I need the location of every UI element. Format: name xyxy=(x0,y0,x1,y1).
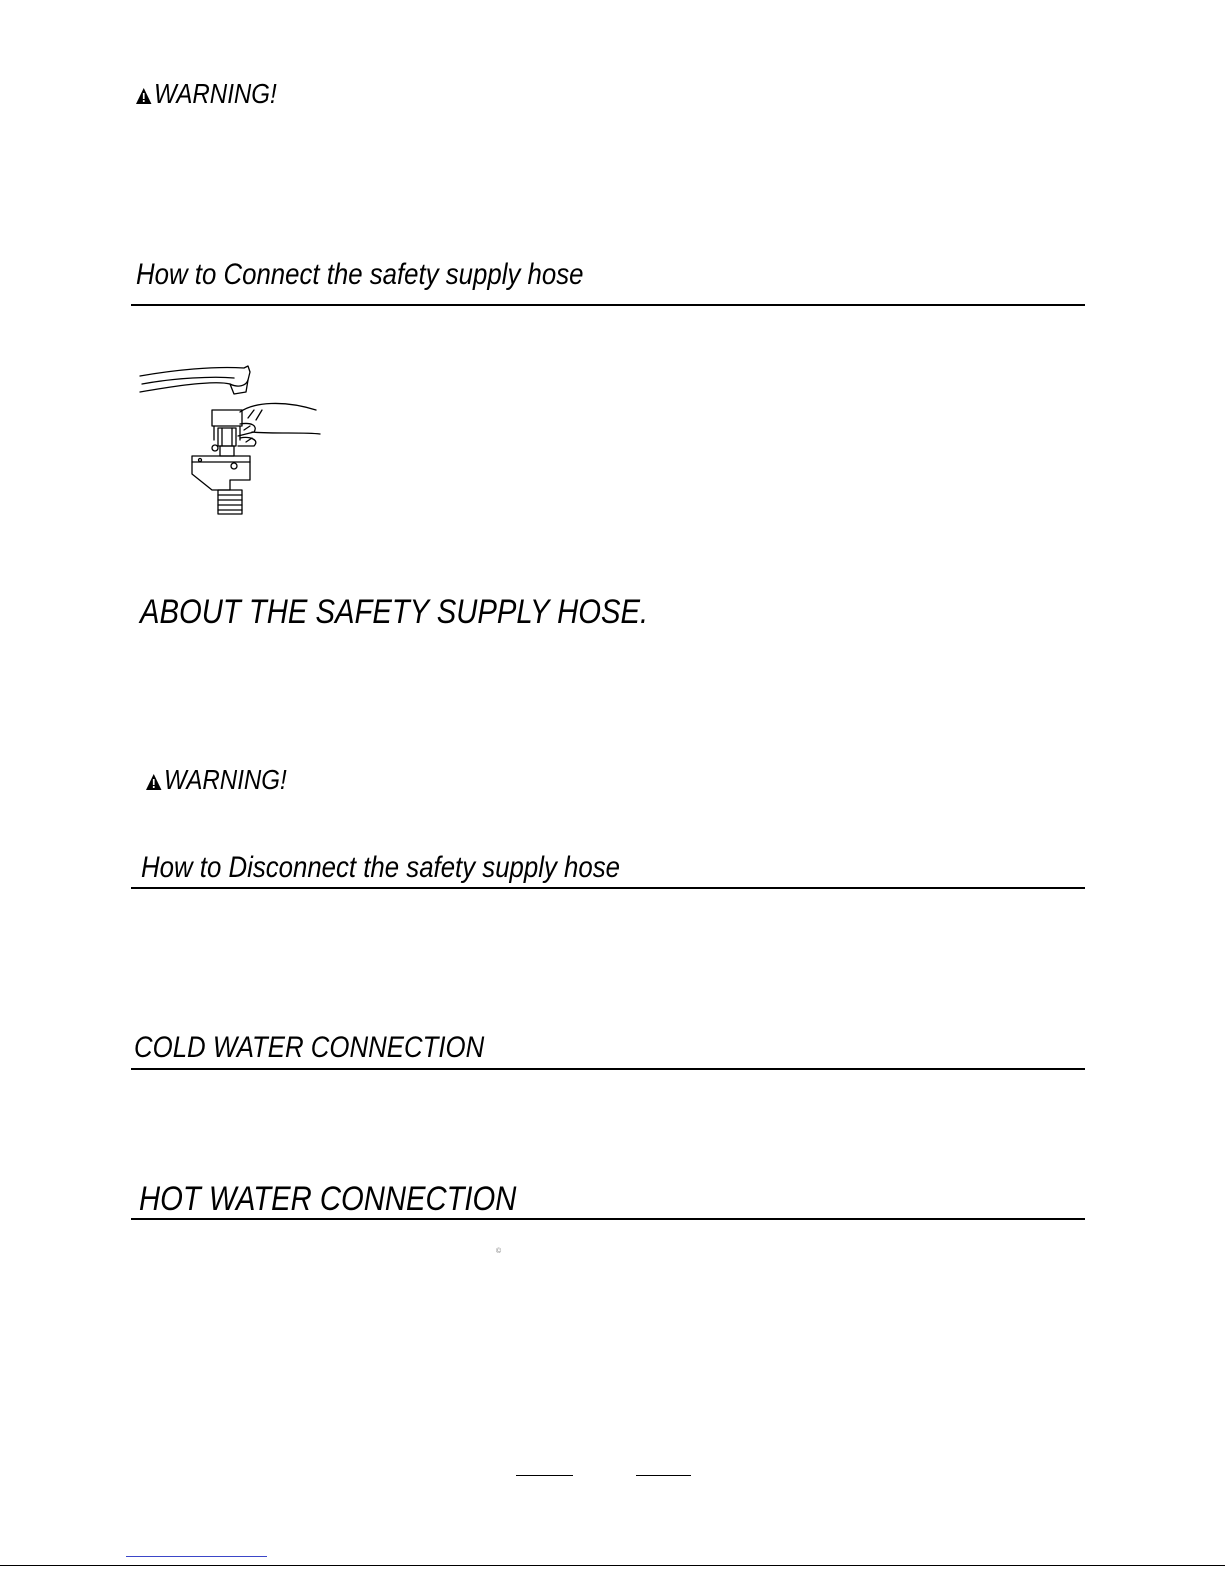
warning-heading-2 xyxy=(146,764,287,796)
connect-heading: How to Connect the safety supply hose xyxy=(136,258,584,291)
hose-connection-illustration xyxy=(134,362,330,522)
warning-heading-1 xyxy=(136,78,277,110)
warning-label-2: WARNING! xyxy=(164,764,287,795)
warning-triangle-icon xyxy=(136,88,151,104)
page-bottom-rule xyxy=(0,1565,1225,1566)
footnote-mark: © xyxy=(496,1248,502,1255)
cold-water-heading: COLD WATER CONNECTION xyxy=(134,1031,485,1064)
warning-label-1: WARNING! xyxy=(154,78,277,109)
warning-triangle-icon xyxy=(146,774,161,790)
cold-water-rule xyxy=(131,1068,1085,1070)
blank-line-2 xyxy=(636,1475,691,1476)
about-heading: ABOUT THE SAFETY SUPPLY HOSE. xyxy=(140,593,649,631)
connect-rule xyxy=(131,304,1085,306)
link-underline[interactable] xyxy=(126,1556,267,1557)
disconnect-rule xyxy=(131,887,1085,889)
hot-water-heading: HOT WATER CONNECTION xyxy=(139,1180,517,1218)
disconnect-heading: How to Disconnect the safety supply hose xyxy=(141,851,620,884)
blank-line-1 xyxy=(516,1475,573,1476)
hot-water-rule xyxy=(131,1218,1085,1220)
